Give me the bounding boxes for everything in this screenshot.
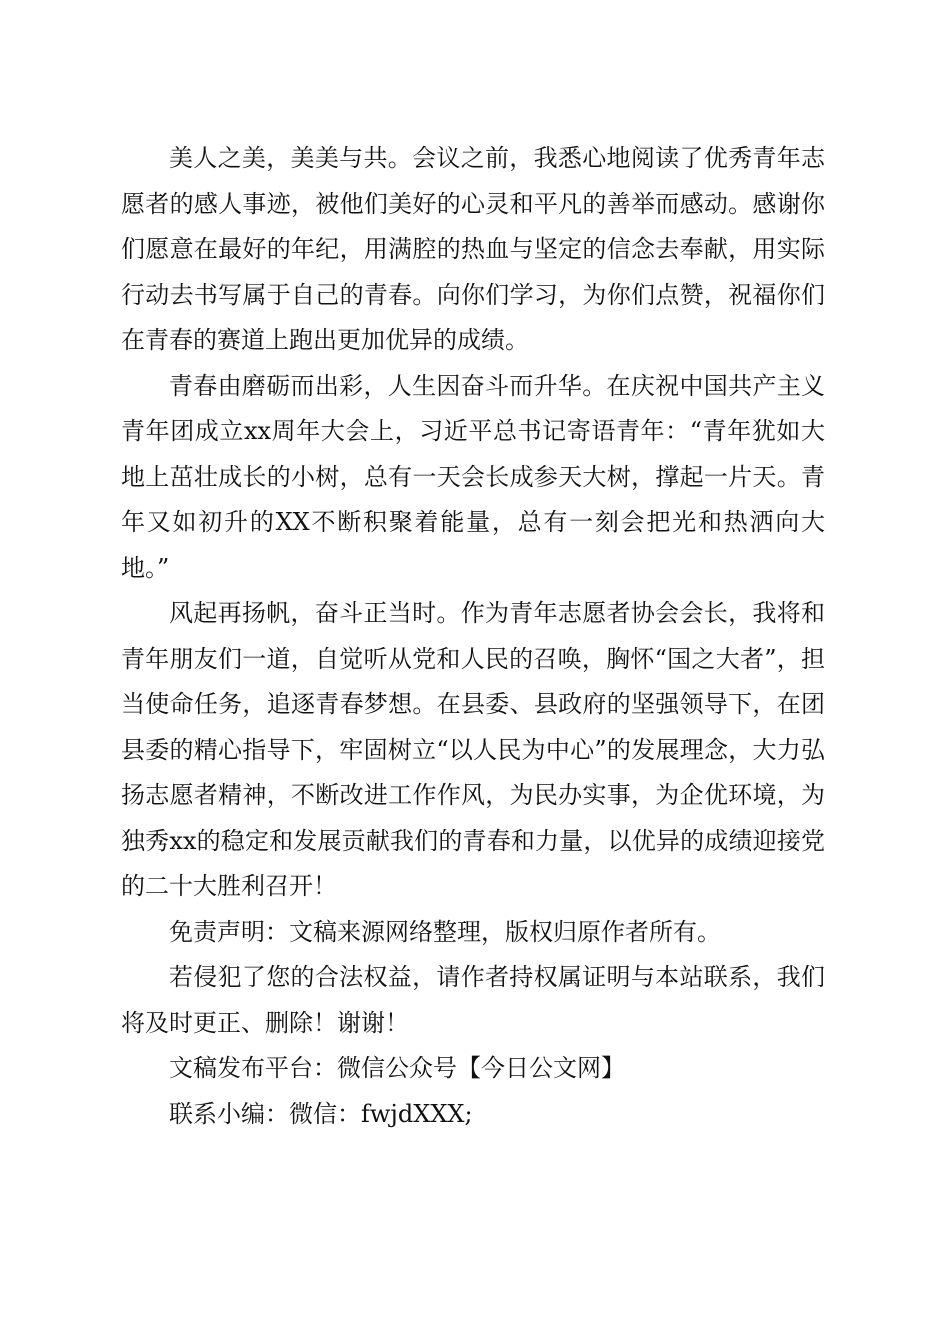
infringement-notice: 若侵犯了您的合法权益，请作者持权属证明与本站联系，我们将及时更正、删除！谢谢！ <box>121 963 825 1037</box>
paragraph-volunteers-thanks: 美人之美，美美与共。会议之前，我悉心地阅读了优秀青年志愿者的感人事迹，被他们美好的心灵和平凡的善举而感动。感谢你们愿意在最好的年纪，用满腔的热血与坚定的信念去奉献，用实际行动去书写属于自己的青春。向你们学习，为你们点赞，祝福你们在青春的赛道上跑出更加优异的成绩。 <box>121 144 825 354</box>
disclaimer-text: 免责声明：文稿来源网络整理，版权归原作者所有。 <box>169 917 721 946</box>
publish-platform-text: 文稿发布平台：微信公众号【今日公文网】 <box>169 1054 625 1082</box>
paragraph-youth-struggle: 青春由磨砺而出彩，人生因奋斗而升华。在庆祝中国共产主义青年团成立xx周年大会上，习近平总书记寄语青年：“青年犹如大地上茁壮成长的小树，总有一天会长成参天大树，撑起一片天。青年又如初升的XX不断积聚着能量，总有一刻会把光和热洒向大地。” <box>121 371 825 582</box>
paragraph-set-sail: 风起再扬帆，奋斗正当时。作为青年志愿者协会会长，我将和青年朋友们一道，自觉听从党和人民的召唤，胸怀“国之大者”，担当使命任务，追逐青春梦想。在县委、县政府的坚强领导下，在团县委的精心指导下，牢固树立“以人民为中心”的发展理念，大力弘扬志愿者精神，不断改进工作作风，为民办实事，为企优环境，为独秀xx的稳定和发展贡献我们的青春和力量，以优异的成绩迎接党的二十大胜利召开！ <box>121 599 825 900</box>
contact-text: 联系小编：微信：fwjdXXX; <box>169 1099 473 1128</box>
document-body <box>121 136 825 1137</box>
